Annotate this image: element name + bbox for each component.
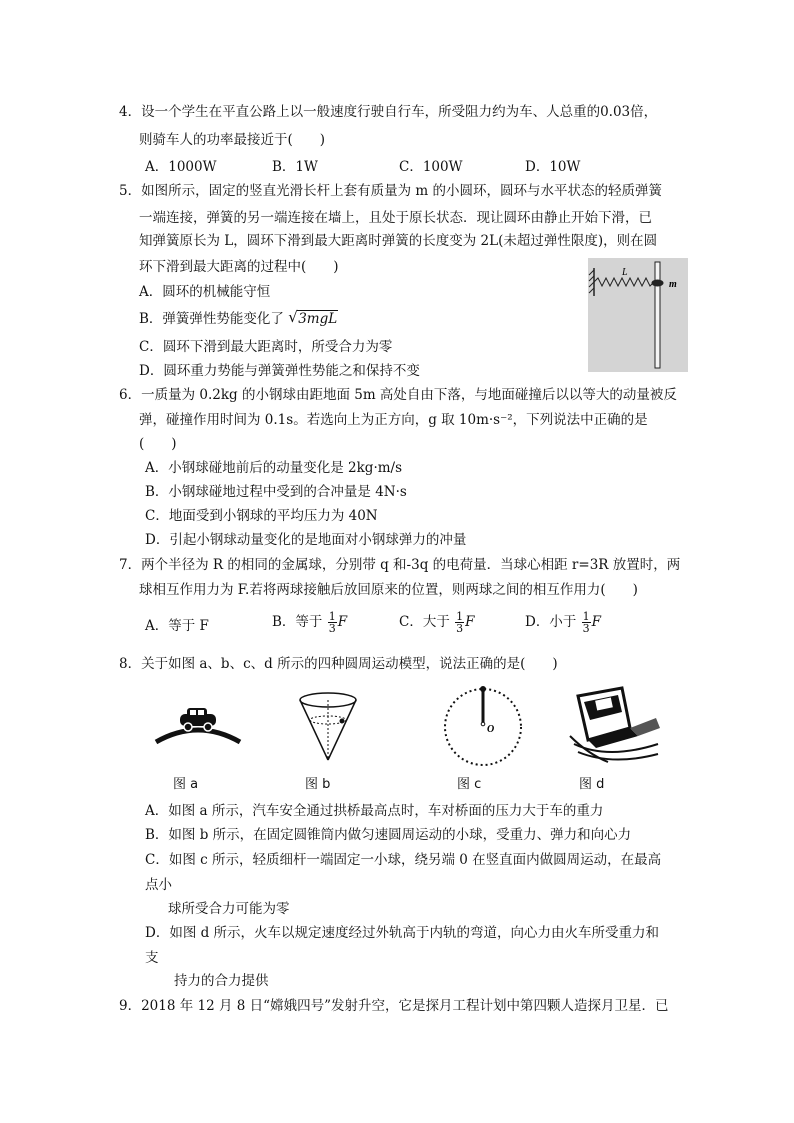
- caption-figure-d: 图 d: [579, 777, 605, 792]
- q5-stem-line1: 5．如图所示，固定的竖直光滑长杆上套有质量为 m 的小圆环，圆环与水平状态的轻质弹簧: [119, 183, 662, 199]
- label-O: O: [487, 724, 495, 735]
- fraction: [582, 611, 591, 634]
- arch-bridge-icon: [156, 730, 240, 742]
- q4-option-a: A．1000W: [145, 159, 217, 175]
- variable-F: F: [591, 614, 601, 630]
- q7-stem-line2: 球相互作用力为 F.若将两球接触后放回原来的位置，则两球之间的相互作用力( ): [139, 582, 638, 598]
- caption-figure-b: 图 b: [305, 777, 331, 792]
- q6-option-b: B．小钢球碰地过程中受到的合冲量是 4N·s: [145, 484, 407, 500]
- label-m: m: [669, 279, 677, 290]
- fraction-denominator: 3: [456, 622, 464, 635]
- q9-stem-line1: 9．2018 年 12 月 8 日“嫦娥四号”发射升空，它是探月工程计划中第四颗人造探月卫星．已: [119, 998, 669, 1014]
- q6-option-c: C．地面受到小钢球的平均压力为 40N: [145, 508, 378, 524]
- q4-stem-line1: 4．设一个学生在平直公路上以一般速度行驶自行车，所受阻力约为车、人总重的0.03倍，: [119, 104, 658, 120]
- sqrt-expression: [288, 310, 338, 328]
- fraction-numerator: 1: [328, 610, 336, 623]
- figure-a-car-on-bridge: [152, 700, 244, 750]
- fraction: [328, 611, 337, 634]
- q6-option-d: D．引起小钢球动量变化的是地面对小钢球弹力的冲量: [145, 532, 467, 548]
- q8-option-a: A．如图 a 所示，汽车安全通过拱桥最高点时，车对桥面的压力大于车的重力: [145, 803, 604, 819]
- q5-stem-line3: 知弹簧原长为 L，圆环下滑到最大距离时弹簧的长度变为 2L(未超过弹性限度)，则在圆: [139, 233, 658, 249]
- q8-option-d-line1: D．如图 d 所示，火车以规定速度经过外轨高于内轨的弯道，向心力由火车所受重力和: [145, 925, 660, 941]
- figure-c-rod-circle: [440, 684, 526, 770]
- figure-d-train: [568, 684, 660, 764]
- q6-stem-line3: ( ): [139, 436, 177, 452]
- fraction-numerator: 1: [456, 610, 464, 623]
- fraction-numerator: 1: [582, 610, 590, 623]
- q8-option-c-line3: 球所受合力可能为零: [168, 901, 290, 917]
- q4-option-d: D．10W: [525, 159, 581, 175]
- q8-option-c-line2: 点小: [145, 877, 172, 893]
- fraction-denominator: 3: [328, 622, 336, 635]
- caption-figure-a: 图 a: [173, 777, 199, 792]
- q5-stem-line2: 一端连接，弹簧的另一端连接在墙上，且处于原长状态．现让圆环由静止开始下滑，已: [139, 210, 652, 226]
- q7-option-b-text: B．等于: [272, 614, 323, 630]
- q7-stem-line1: 7．两个半径为 R 的相同的金属球，分别带 q 和-3q 的电荷量．当球心相距 r=3R 放置时，两: [119, 557, 681, 573]
- q8-option-c-line1: C．如图 c 所示，轻质细杆一端固定一小球，绕另端 0 在竖直面内做圆周运动，在最高: [145, 852, 662, 868]
- q5-option-d: D．圆环重力势能与弹簧弹性势能之和保持不变: [139, 363, 420, 379]
- figure-background: [588, 258, 688, 372]
- q6-option-a: A．小钢球碰地前后的动量变化是 2kg·m/s: [145, 460, 403, 476]
- q4-stem-line2: 则骑车人的功率最接近于( ): [139, 132, 326, 148]
- q5-spring-ring-figure: [588, 258, 688, 372]
- train-icon: [578, 688, 660, 748]
- q7-option-b: [272, 611, 347, 634]
- q8-stem: 8．关于如图 a、b、c、d 所示的四种圆周运动模型，说法正确的是( ): [119, 656, 558, 672]
- q6-stem-line2: 弹，碰撞作用时间为 0.1s。若选向上为正方向，g 取 10m·s⁻²，下列说法中正确的是: [139, 412, 648, 428]
- pivot-icon: [481, 722, 485, 726]
- label-L: L: [622, 267, 628, 278]
- q7-option-c: [399, 611, 475, 634]
- q5-option-a: A．圆环的机械能守恒: [139, 284, 271, 300]
- sqrt-radicand: 3mgL: [298, 311, 338, 327]
- ring-icon: [652, 280, 664, 287]
- fraction-denominator: 3: [582, 622, 590, 635]
- q5-option-b: [139, 310, 338, 328]
- variable-F: F: [465, 614, 475, 630]
- q4-option-b: B．1W: [272, 159, 318, 175]
- vertical-rod-icon: [655, 262, 660, 368]
- q8-option-b: B．如图 b 所示，在固定圆锥筒内做匀速圆周运动的小球，受重力、弹力和向心力: [145, 827, 632, 843]
- q8-option-d-line2: 支: [145, 950, 159, 966]
- fraction: [455, 611, 464, 634]
- q7-option-a: A．等于 F: [145, 618, 209, 634]
- q5-option-c: C．圆环下滑到最大距离时，所受合力为零: [139, 339, 393, 355]
- ball-icon: [480, 686, 486, 692]
- cone-side-icon: [300, 700, 328, 760]
- q7-option-c-text: C．大于: [399, 614, 450, 630]
- q5-option-b-text: B．弹簧弹性势能变化了: [139, 311, 284, 327]
- q5-stem-line4: 环下滑到最大距离的过程中( ): [139, 259, 339, 275]
- q7-option-d: [525, 611, 601, 634]
- q4-option-c: C．100W: [399, 159, 463, 175]
- q7-option-d-text: D．小于: [525, 614, 577, 630]
- ball-icon: [340, 719, 345, 724]
- caption-figure-c: 图 c: [457, 777, 482, 792]
- cone-side-icon: [328, 700, 356, 760]
- variable-F: F: [337, 614, 348, 630]
- q8-option-d-line3: 持力的合力提供: [174, 973, 269, 989]
- q6-stem-line1: 6．一质量为 0.2kg 的小钢球由距地面 5m 高处自由下落，与地面碰撞后以以等大的动量被反: [119, 387, 677, 403]
- figure-b-cone: [296, 690, 360, 764]
